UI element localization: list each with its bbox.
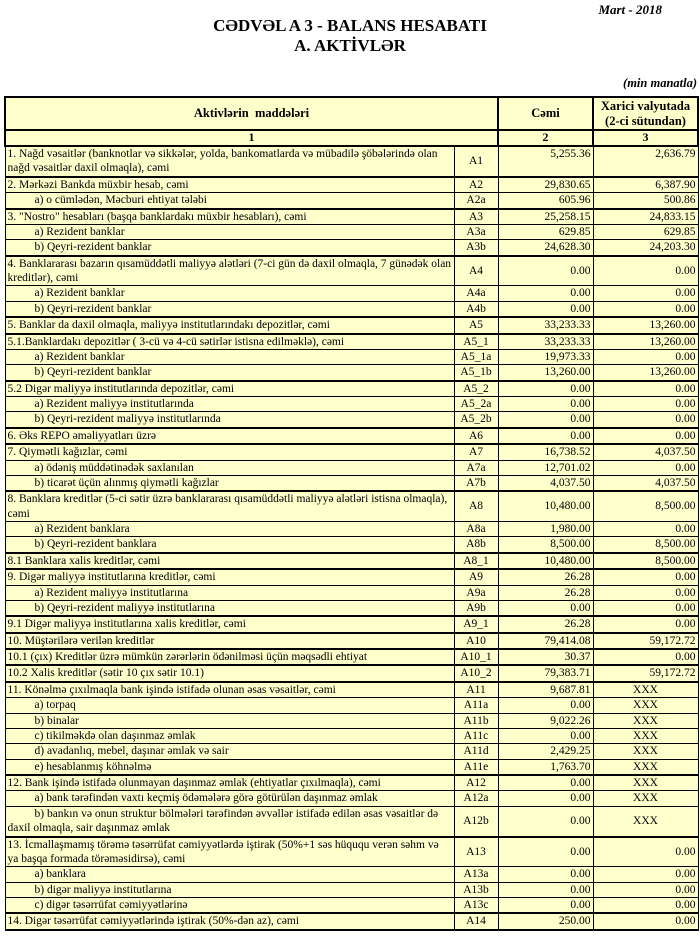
fx-value: 59,172.72	[593, 633, 698, 649]
total-value: 629.85	[498, 224, 593, 239]
total-value: 0.00	[498, 837, 593, 867]
table-row	[5, 365, 698, 381]
total-value: 26.28	[498, 569, 593, 585]
column-number-3: 3	[593, 130, 698, 146]
fx-value: 2,636.79	[593, 146, 698, 177]
table-row	[5, 381, 698, 397]
fx-value: 0.00	[593, 412, 698, 428]
item-code: A11a	[454, 698, 498, 713]
fx-value: 0.00	[593, 913, 698, 929]
table-row	[5, 349, 698, 364]
total-value: 10,480.00	[498, 553, 593, 569]
item-code: A4b	[454, 301, 498, 317]
table-row	[5, 728, 698, 743]
item-code: A11	[454, 682, 498, 698]
total-value: 33,233.33	[498, 317, 593, 333]
fx-value: 0.00	[593, 397, 698, 412]
fx-value: XXX	[593, 775, 698, 791]
item-code: A7b	[454, 475, 498, 491]
table-row	[5, 913, 698, 929]
item-code: A5_2	[454, 381, 498, 397]
item-code: A3	[454, 209, 498, 225]
item-code: A7	[454, 444, 498, 460]
report-title-line2: A. AKTİVLƏR	[294, 35, 406, 55]
item-label: b) digər maliyyə institutlarına	[5, 882, 454, 897]
fx-value: 0.00	[593, 428, 698, 444]
item-code: A12a	[454, 791, 498, 806]
column-header-items: Aktivlərin maddələri	[5, 97, 498, 130]
table-header	[5, 97, 698, 146]
item-label: 1. Nağd vəsaitlər (banknotlar və sikkələr, yolda, bankomatlarda və mübadilə şöbələrində olan nağd vəsaitlər daxil olmaqla), cəmi	[5, 146, 454, 177]
table-row	[5, 475, 698, 491]
fx-value: 0.00	[593, 882, 698, 897]
fx-value: 59,172.72	[593, 665, 698, 681]
item-label: a) o cümlədən, Məcburi ehtiyat tələbi	[5, 193, 454, 209]
total-value: 13,260.00	[498, 365, 593, 381]
item-label: 10.1 (çıx) Kreditlər üzrə mümkün zərərlərin ödənilməsi üçün məqsədli ehtiyat	[5, 649, 454, 665]
item-label: a) torpaq	[5, 698, 454, 713]
item-code: A10_1	[454, 649, 498, 665]
total-value: 0.00	[498, 412, 593, 428]
item-code: A3a	[454, 224, 498, 239]
item-label: 11. Könəlmə çıxılmaqla bank işində istifadə olunan əsas vəsaitlər, cəmi	[5, 682, 454, 698]
report-title-line1: CƏDVƏL A 3 - BALANS HESABATI	[213, 16, 487, 35]
total-value: 8,500.00	[498, 537, 593, 553]
total-value: 0.00	[498, 256, 593, 286]
item-label: 9.1 Digər maliyyə institutlarına xalis kreditlər, cəmi	[5, 616, 454, 632]
table-row	[5, 616, 698, 632]
total-value: 10,480.00	[498, 491, 593, 521]
item-code: A14	[454, 913, 498, 929]
total-value: 26.28	[498, 585, 593, 600]
fx-value: 0.00	[593, 569, 698, 585]
item-code: A9b	[454, 600, 498, 616]
item-code: A5_2a	[454, 397, 498, 412]
fx-value: 8,500.00	[593, 537, 698, 553]
item-label: 10.2 Xalis kreditlər (sətir 10 çıx sətir 10.1)	[5, 665, 454, 681]
table-row	[5, 317, 698, 333]
item-label: b) bankın və onun struktur bölmələri tərəfindən əvvəllər istifadə edilən əsas vəsaitlər də daxil olmaqla, sair daşınmaz əmlak	[5, 806, 454, 836]
fx-value: 0.00	[593, 649, 698, 665]
fx-value: 13,260.00	[593, 334, 698, 350]
table-row	[5, 428, 698, 444]
fx-value: 8,500.00	[593, 491, 698, 521]
item-code: A6	[454, 428, 498, 444]
table-row	[5, 286, 698, 301]
item-label: 2. Mərkəzi Bankda müxbir hesab, cəmi	[5, 177, 454, 193]
total-value: 79,414.08	[498, 633, 593, 649]
total-value: 29,830.65	[498, 177, 593, 193]
header-row-numbers	[5, 130, 698, 146]
total-value: 30.37	[498, 649, 593, 665]
item-code: A11c	[454, 728, 498, 743]
item-label: b) Qeyri-rezident banklar	[5, 365, 454, 381]
item-code: A5_1a	[454, 349, 498, 364]
item-label: 14. Digər təsərrüfat cəmiyyətlərində iştirak (50%-dən az), cəmi	[5, 913, 454, 929]
item-code: A13	[454, 837, 498, 867]
item-code: A2	[454, 177, 498, 193]
item-label: 13. İcmallaşmamış törəmə təsərrüfat cəmiyyətlərdə iştirak (50%+1 səs hüququ verən səhm və ya başqa formada törəməsidirsə), cəmi	[5, 837, 454, 867]
total-value: 0.00	[498, 600, 593, 616]
fx-value: 0.00	[593, 522, 698, 537]
fx-value: 0.00	[593, 616, 698, 632]
total-value: 0.00	[498, 867, 593, 882]
column-number-2: 2	[498, 130, 593, 146]
table-row	[5, 334, 698, 350]
item-label: b) Qeyri-rezident banklara	[5, 537, 454, 553]
table-row	[5, 759, 698, 775]
fx-value: 8,500.00	[593, 553, 698, 569]
report-period-label: Mart - 2018	[598, 2, 662, 17]
item-label: a) banklara	[5, 867, 454, 882]
item-label: a) Rezident maliyyə institutlarına	[5, 585, 454, 600]
column-number-1: 1	[5, 130, 498, 146]
item-code: A7a	[454, 460, 498, 475]
table-row	[5, 553, 698, 569]
table-row	[5, 522, 698, 537]
item-code: A5	[454, 317, 498, 333]
item-code: A11e	[454, 759, 498, 775]
table-row	[5, 665, 698, 681]
table-row	[5, 460, 698, 475]
item-code: A12	[454, 775, 498, 791]
total-value: 0.00	[498, 397, 593, 412]
item-label: 10. Müştərilərə verilən kreditlər	[5, 633, 454, 649]
item-label: 7. Qiymətli kağızlar, cəmi	[5, 444, 454, 460]
total-value: 0.00	[498, 286, 593, 301]
fx-value: 0.00	[593, 460, 698, 475]
table-row	[5, 193, 698, 209]
item-label: a) Rezident maliyyə institutlarında	[5, 397, 454, 412]
item-code: A5_1	[454, 334, 498, 350]
fx-value: XXX	[593, 698, 698, 713]
item-label: c) tikilməkdə olan daşınmaz əmlak	[5, 728, 454, 743]
fx-value: XXX	[593, 728, 698, 743]
fx-value: 24,833.15	[593, 209, 698, 225]
table-row	[5, 744, 698, 759]
total-value: 0.00	[498, 698, 593, 713]
total-value: 25,258.15	[498, 209, 593, 225]
fx-value: 0.00	[593, 381, 698, 397]
total-value: 5,255.36	[498, 146, 593, 177]
header-row-labels	[5, 97, 698, 130]
item-code: A5_2b	[454, 412, 498, 428]
total-value: 0.00	[498, 898, 593, 914]
item-code: A13b	[454, 882, 498, 897]
table-row	[5, 412, 698, 428]
item-code: A8	[454, 491, 498, 521]
total-value: 250.00	[498, 913, 593, 929]
fx-value: 0.00	[593, 585, 698, 600]
fx-value: 0.00	[593, 867, 698, 882]
total-value: 79,383.71	[498, 665, 593, 681]
item-code: A8a	[454, 522, 498, 537]
item-code: A13a	[454, 867, 498, 882]
item-code: A12b	[454, 806, 498, 836]
balance-table-body	[5, 146, 698, 930]
item-label: 5. Banklar da daxil olmaqla, maliyyə institutlarındakı depozitlər, cəmi	[5, 317, 454, 333]
fx-value: 0.00	[593, 600, 698, 616]
item-label: 8. Banklara kreditlər (5-ci sətir üzrə banklararası qısamüddətli maliyyə alətləri istisna olmaqla), cəmi	[5, 491, 454, 521]
item-code: A3b	[454, 240, 498, 256]
fx-value: XXX	[593, 806, 698, 836]
item-label: a) Rezident banklar	[5, 349, 454, 364]
fx-value: 0.00	[593, 301, 698, 317]
fx-value: XXX	[593, 682, 698, 698]
table-row	[5, 146, 698, 177]
item-label: a) ödəniş müddətinədək saxlanılan	[5, 460, 454, 475]
fx-value: XXX	[593, 744, 698, 759]
item-label: a) Rezident banklar	[5, 286, 454, 301]
table-row	[5, 649, 698, 665]
column-header-total: Cəmi	[498, 97, 593, 130]
total-value: 0.00	[498, 806, 593, 836]
total-value: 12,701.02	[498, 460, 593, 475]
item-label: e) hesablanmış köhnəlmə	[5, 759, 454, 775]
item-label: b) Qeyri-rezident maliyyə institutlarına	[5, 600, 454, 616]
table-row	[5, 537, 698, 553]
total-value: 1,763.70	[498, 759, 593, 775]
table-row	[5, 209, 698, 225]
table-row	[5, 224, 698, 239]
table-row	[5, 806, 698, 836]
item-label: 9. Digər maliyyə institutlarına kreditlər, cəmi	[5, 569, 454, 585]
fx-value: XXX	[593, 759, 698, 775]
table-row	[5, 791, 698, 806]
table-row	[5, 713, 698, 728]
item-label: 3. "Nostro" hesabları (başqa banklardakı müxbir hesabları), cəmi	[5, 209, 454, 225]
balance-sheet-table	[4, 96, 699, 931]
report-title	[0, 16, 700, 55]
table-row	[5, 837, 698, 867]
total-value: 16,738.52	[498, 444, 593, 460]
table-row	[5, 301, 698, 317]
fx-value: 0.00	[593, 349, 698, 364]
item-label: 4. Banklararası bazarın qısamüddətli maliyyə alətləri (7-ci gün də daxil olmaqla, 7 günədək olan kreditlər), cəmi	[5, 256, 454, 286]
total-value: 0.00	[498, 381, 593, 397]
total-value: 0.00	[498, 428, 593, 444]
fx-value: XXX	[593, 713, 698, 728]
total-value: 0.00	[498, 791, 593, 806]
fx-value: 0.00	[593, 286, 698, 301]
table-row	[5, 682, 698, 698]
item-label: b) binalar	[5, 713, 454, 728]
item-code: A11d	[454, 744, 498, 759]
fx-value: 0.00	[593, 837, 698, 867]
table-row	[5, 491, 698, 521]
item-code: A10_2	[454, 665, 498, 681]
table-row	[5, 444, 698, 460]
item-label: b) Qeyri-rezident maliyyə institutlarında	[5, 412, 454, 428]
column-header-fx: Xarici valyutada (2-ci sütundan)	[593, 97, 698, 130]
fx-value: 4,037.50	[593, 444, 698, 460]
item-code: A4a	[454, 286, 498, 301]
item-label: 6. Əks REPO əməliyyatları üzrə	[5, 428, 454, 444]
fx-value: 6,387.90	[593, 177, 698, 193]
table-row	[5, 882, 698, 897]
item-code: A8b	[454, 537, 498, 553]
item-code: A9_1	[454, 616, 498, 632]
item-label: a) bank tərəfindən vaxtı keçmiş ödəmələrə görə götürülən daşınmaz əmlak	[5, 791, 454, 806]
fx-value: 4,037.50	[593, 475, 698, 491]
total-value: 0.00	[498, 775, 593, 791]
fx-value: 500.86	[593, 193, 698, 209]
total-value: 9,022.26	[498, 713, 593, 728]
total-value: 9,687.81	[498, 682, 593, 698]
total-value: 2,429.25	[498, 744, 593, 759]
item-code: A11b	[454, 713, 498, 728]
fx-value: XXX	[593, 791, 698, 806]
item-code: A2a	[454, 193, 498, 209]
item-label: 8.1 Banklara xalis kreditlər, cəmi	[5, 553, 454, 569]
total-value: 0.00	[498, 301, 593, 317]
total-value: 4,037.50	[498, 475, 593, 491]
total-value: 0.00	[498, 882, 593, 897]
total-value: 1,980.00	[498, 522, 593, 537]
item-label: a) Rezident banklara	[5, 522, 454, 537]
total-value: 26.28	[498, 616, 593, 632]
item-code: A5_1b	[454, 365, 498, 381]
table-row	[5, 600, 698, 616]
item-label: b) Qeyri-rezident banklar	[5, 240, 454, 256]
table-row	[5, 698, 698, 713]
table-row	[5, 177, 698, 193]
table-row	[5, 898, 698, 914]
item-label: b) ticarət üçün alınmış qiymətli kağızlar	[5, 475, 454, 491]
table-row	[5, 569, 698, 585]
fx-value: 0.00	[593, 898, 698, 914]
table-row	[5, 633, 698, 649]
item-label: b) Qeyri-rezident banklar	[5, 301, 454, 317]
item-code: A9a	[454, 585, 498, 600]
total-value: 605.96	[498, 193, 593, 209]
item-label: a) Rezident banklar	[5, 224, 454, 239]
table-row	[5, 585, 698, 600]
unit-note: (min manatla)	[623, 76, 697, 90]
table-row	[5, 867, 698, 882]
fx-value: 13,260.00	[593, 317, 698, 333]
table-row	[5, 240, 698, 256]
total-value: 0.00	[498, 728, 593, 743]
table-row	[5, 775, 698, 791]
fx-value: 24,203.30	[593, 240, 698, 256]
item-code: A4	[454, 256, 498, 286]
item-label: 5.1.Banklardakı depozitlər ( 3-cü və 4-cü sətirlər istisna edilməklə), cəmi	[5, 334, 454, 350]
fx-value: 629.85	[593, 224, 698, 239]
table-row	[5, 397, 698, 412]
total-value: 33,233.33	[498, 334, 593, 350]
item-code: A8_1	[454, 553, 498, 569]
fx-value: 13,260.00	[593, 365, 698, 381]
item-code: A13c	[454, 898, 498, 914]
total-value: 24,628.30	[498, 240, 593, 256]
item-label: d) avadanlıq, mebel, daşınar əmlak və sair	[5, 744, 454, 759]
item-label: 5.2 Digər maliyyə institutlarında depozitlər, cəmi	[5, 381, 454, 397]
item-label: c) digər təsərrüfat cəmiyyətlərinə	[5, 898, 454, 914]
table-row	[5, 256, 698, 286]
item-code: A9	[454, 569, 498, 585]
fx-value: 0.00	[593, 256, 698, 286]
item-label: 12. Bank işində istifadə olunmayan daşınmaz əmlak (ehtiyatlar çıxılmaqla), cəmi	[5, 775, 454, 791]
item-code: A10	[454, 633, 498, 649]
item-code: A1	[454, 146, 498, 177]
total-value: 19,973.33	[498, 349, 593, 364]
